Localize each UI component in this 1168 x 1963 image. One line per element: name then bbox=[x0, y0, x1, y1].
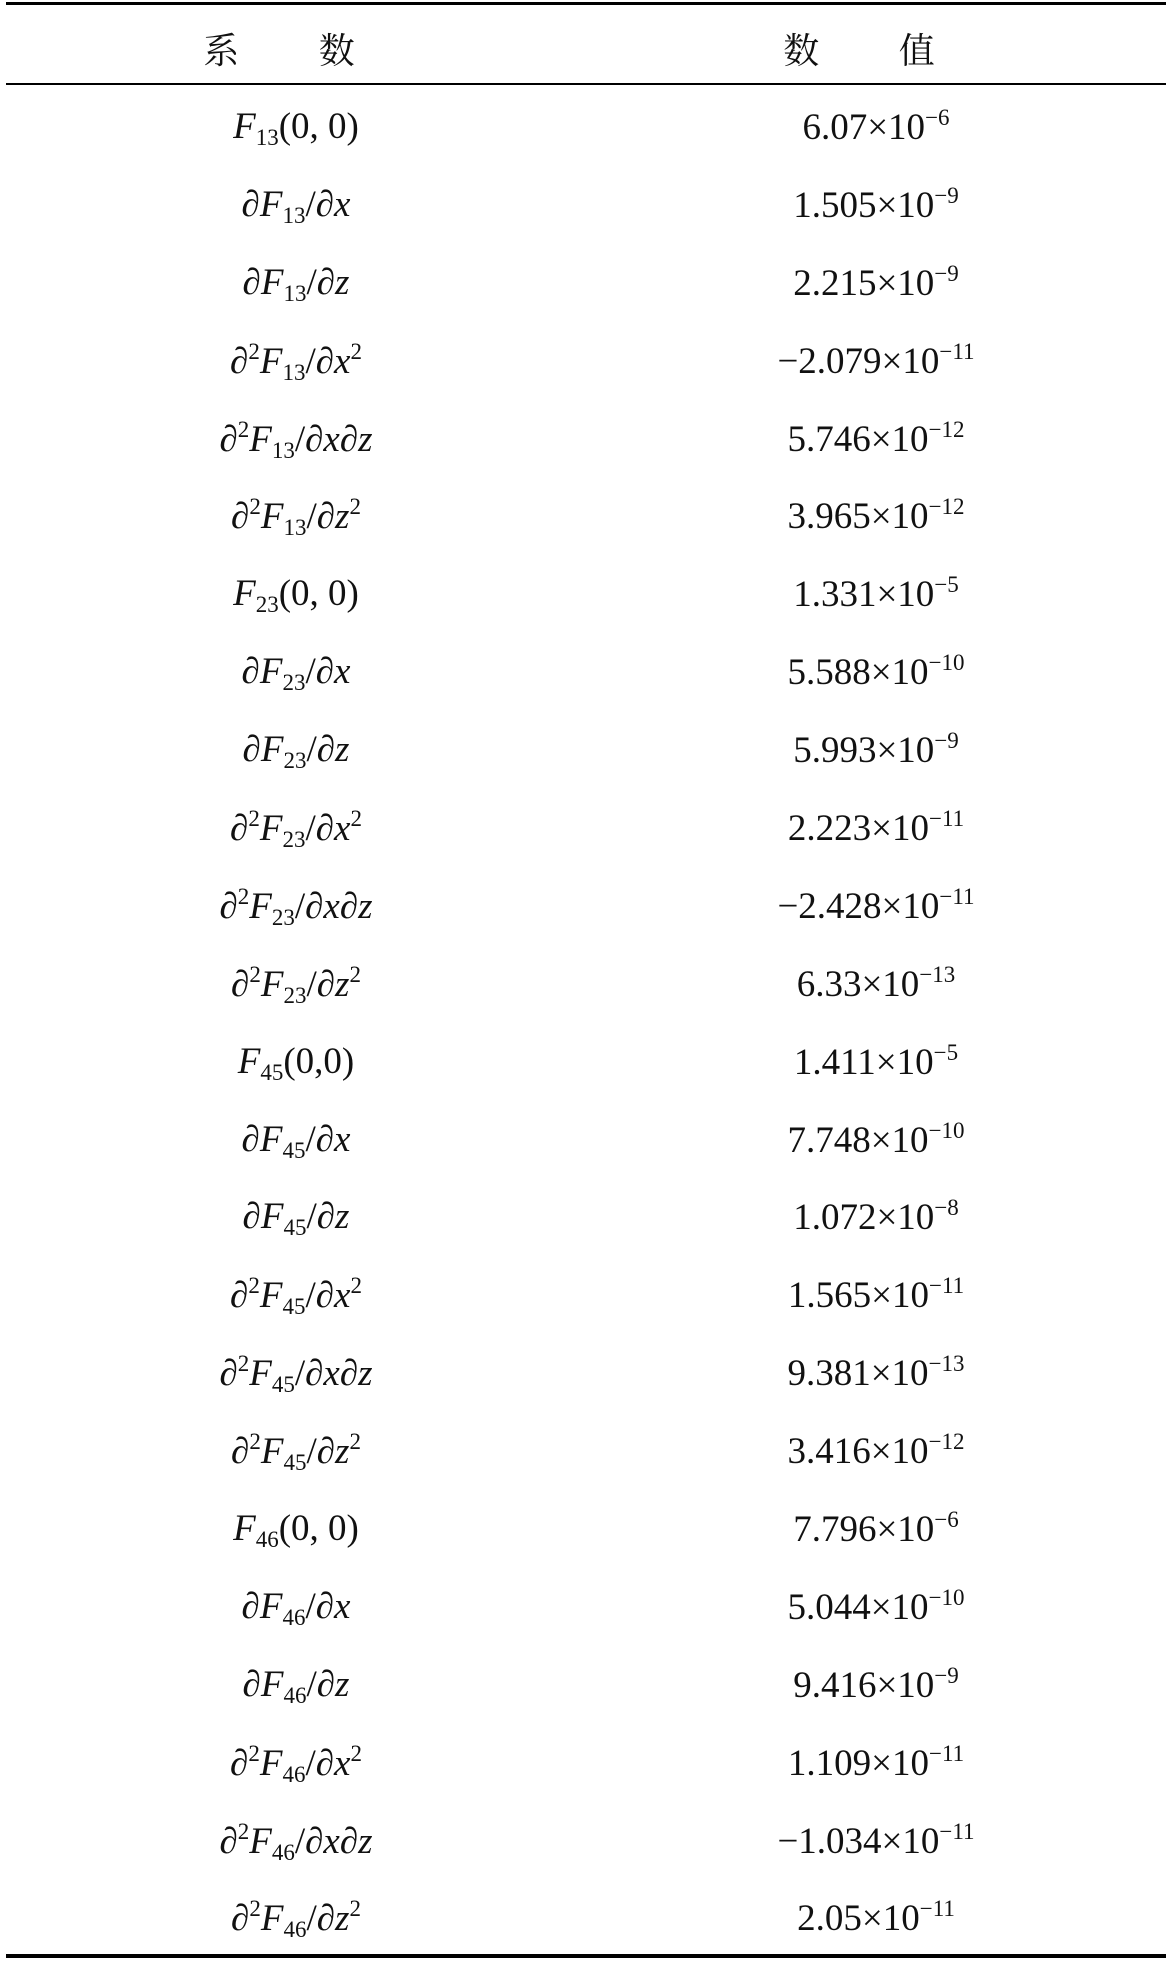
table-row bbox=[6, 1183, 1166, 1261]
coefficient-cell: $F_{45}(0,0)$ bbox=[237, 1040, 355, 1085]
coefficient-cell: $F_{13}(0$, 0) bbox=[233, 106, 359, 150]
value-cell: $-2.428\times 10^{-11}$ bbox=[777, 883, 975, 927]
value-cell: $9.416\times 10^{-9}$ bbox=[793, 1662, 959, 1706]
value-cell: $1.411\times 10^{-5}$ bbox=[793, 1039, 959, 1083]
table-row bbox=[6, 872, 1166, 950]
coefficient-cell: $\partial^2F_{13}/\partial x\partial z$ bbox=[219, 416, 373, 463]
value-cell: $1.505\times 10^{-9}$ bbox=[793, 182, 959, 226]
table-row bbox=[6, 1573, 1166, 1651]
coefficient-cell: $\partial F_{23}/\partial x$ bbox=[241, 651, 351, 696]
value-cell: $9.381\times 10^{-13}$ bbox=[787, 1351, 965, 1395]
value-cell: $6.07\times 10^{-6}$ bbox=[802, 105, 950, 148]
coefficient-cell: $\partial^2F_{13}/\partial z^2$ bbox=[231, 494, 361, 541]
table-row bbox=[6, 1495, 1166, 1573]
table-row bbox=[6, 1729, 1166, 1807]
coefficient-cell: $F_{23}(0$, 0) bbox=[233, 573, 359, 618]
table-row bbox=[6, 249, 1166, 327]
value-cell: $3.416\times 10^{-12}$ bbox=[787, 1429, 965, 1473]
header-coefficient: 系 数 bbox=[203, 31, 389, 72]
coefficient-cell: $\partial F_{13}/\partial x$ bbox=[241, 183, 351, 228]
coefficient-cell: $\partial F_{23}/\partial z$ bbox=[242, 729, 350, 774]
coefficient-cell: $\partial^2F_{45}/\partial x\partial z$ bbox=[219, 1351, 373, 1398]
value-cell: $5.588\times 10^{-10}$ bbox=[787, 650, 965, 694]
header-rule bbox=[6, 83, 1166, 85]
value-cell: $2.05\times 10^{-11}$ bbox=[797, 1896, 955, 1940]
value-cell: $-1.034\times 10^{-11}$ bbox=[777, 1818, 975, 1862]
table-row bbox=[6, 560, 1166, 638]
coefficient-cell: $\partial^2F_{23}/\partial x^2$ bbox=[230, 806, 362, 853]
table-row bbox=[6, 716, 1166, 794]
table-body bbox=[6, 93, 1166, 1962]
coefficient-cell: $\partial F_{46}/\partial z$ bbox=[242, 1663, 350, 1708]
value-cell: $7.796\times 10^{-6}$ bbox=[793, 1507, 959, 1551]
table-row bbox=[6, 1106, 1166, 1184]
table-row bbox=[6, 93, 1166, 171]
table-row bbox=[6, 171, 1166, 249]
coefficient-cell: $\partial^2F_{13}/\partial x^2$ bbox=[230, 338, 362, 385]
table-row bbox=[6, 482, 1166, 560]
coefficient-cell: $\partial^2F_{46}/\partial x\partial z$ bbox=[219, 1818, 373, 1865]
table-row bbox=[6, 1261, 1166, 1339]
value-cell: $1.331\times 10^{-5}$ bbox=[793, 572, 959, 616]
coefficient-cell: $\partial F_{13}/\partial z$ bbox=[242, 261, 350, 306]
coefficient-cell: $\partial^2F_{46}/\partial z^2$ bbox=[231, 1896, 361, 1943]
coefficient-cell: $F_{46}(0$, 0) bbox=[233, 1508, 359, 1553]
value-cell: $2.223\times 10^{-11}$ bbox=[787, 806, 965, 850]
coefficient-cell: $\partial^2F_{46}/\partial x^2$ bbox=[230, 1740, 362, 1787]
value-cell: $6.33\times 10^{-13}$ bbox=[796, 961, 956, 1005]
value-cell: $7.748\times 10^{-10}$ bbox=[787, 1117, 965, 1161]
table-row bbox=[6, 950, 1166, 1028]
table-row bbox=[6, 1651, 1166, 1729]
coefficient-table bbox=[6, 0, 1166, 1963]
table-row bbox=[6, 1884, 1166, 1962]
value-cell: $-2.079\times 10^{-11}$ bbox=[777, 338, 975, 382]
coefficient-cell: $\partial^2F_{45}/\partial z^2$ bbox=[231, 1429, 361, 1476]
table-row bbox=[6, 1807, 1166, 1885]
table-row bbox=[6, 794, 1166, 872]
header-value: 数 值 bbox=[783, 31, 969, 72]
value-cell: $5.993\times 10^{-9}$ bbox=[793, 728, 959, 772]
coefficient-cell: $\partial F_{45}/\partial x$ bbox=[241, 1118, 351, 1163]
table-header bbox=[6, 5, 1166, 83]
value-cell: $1.072\times 10^{-8}$ bbox=[793, 1195, 959, 1239]
table-row bbox=[6, 405, 1166, 483]
coefficient-cell: $\partial^2F_{23}/\partial x\partial z$ bbox=[219, 883, 373, 930]
coefficient-cell: $\partial^2F_{23}/\partial z^2$ bbox=[231, 961, 361, 1008]
table-row bbox=[6, 1417, 1166, 1495]
table-row bbox=[6, 638, 1166, 716]
table-row bbox=[6, 327, 1166, 405]
coefficient-cell: $\partial F_{45}/\partial z$ bbox=[242, 1196, 350, 1241]
coefficient-cell: $\partial^2F_{45}/\partial x^2$ bbox=[230, 1273, 362, 1320]
value-cell: $1.109\times 10^{-11}$ bbox=[787, 1740, 965, 1784]
table-row bbox=[6, 1028, 1166, 1106]
value-cell: $3.965\times 10^{-12}$ bbox=[787, 494, 965, 538]
value-cell: $5.044\times 10^{-10}$ bbox=[787, 1584, 965, 1628]
value-cell: $5.746\times 10^{-12}$ bbox=[787, 416, 965, 460]
bottom-rule bbox=[6, 1954, 1166, 1958]
value-cell: $2.215\times 10^{-9}$ bbox=[793, 260, 959, 304]
coefficient-cell: $\partial F_{46}/\partial x$ bbox=[241, 1585, 351, 1630]
value-cell: $1.565\times 10^{-11}$ bbox=[787, 1273, 965, 1317]
table-row bbox=[6, 1339, 1166, 1417]
